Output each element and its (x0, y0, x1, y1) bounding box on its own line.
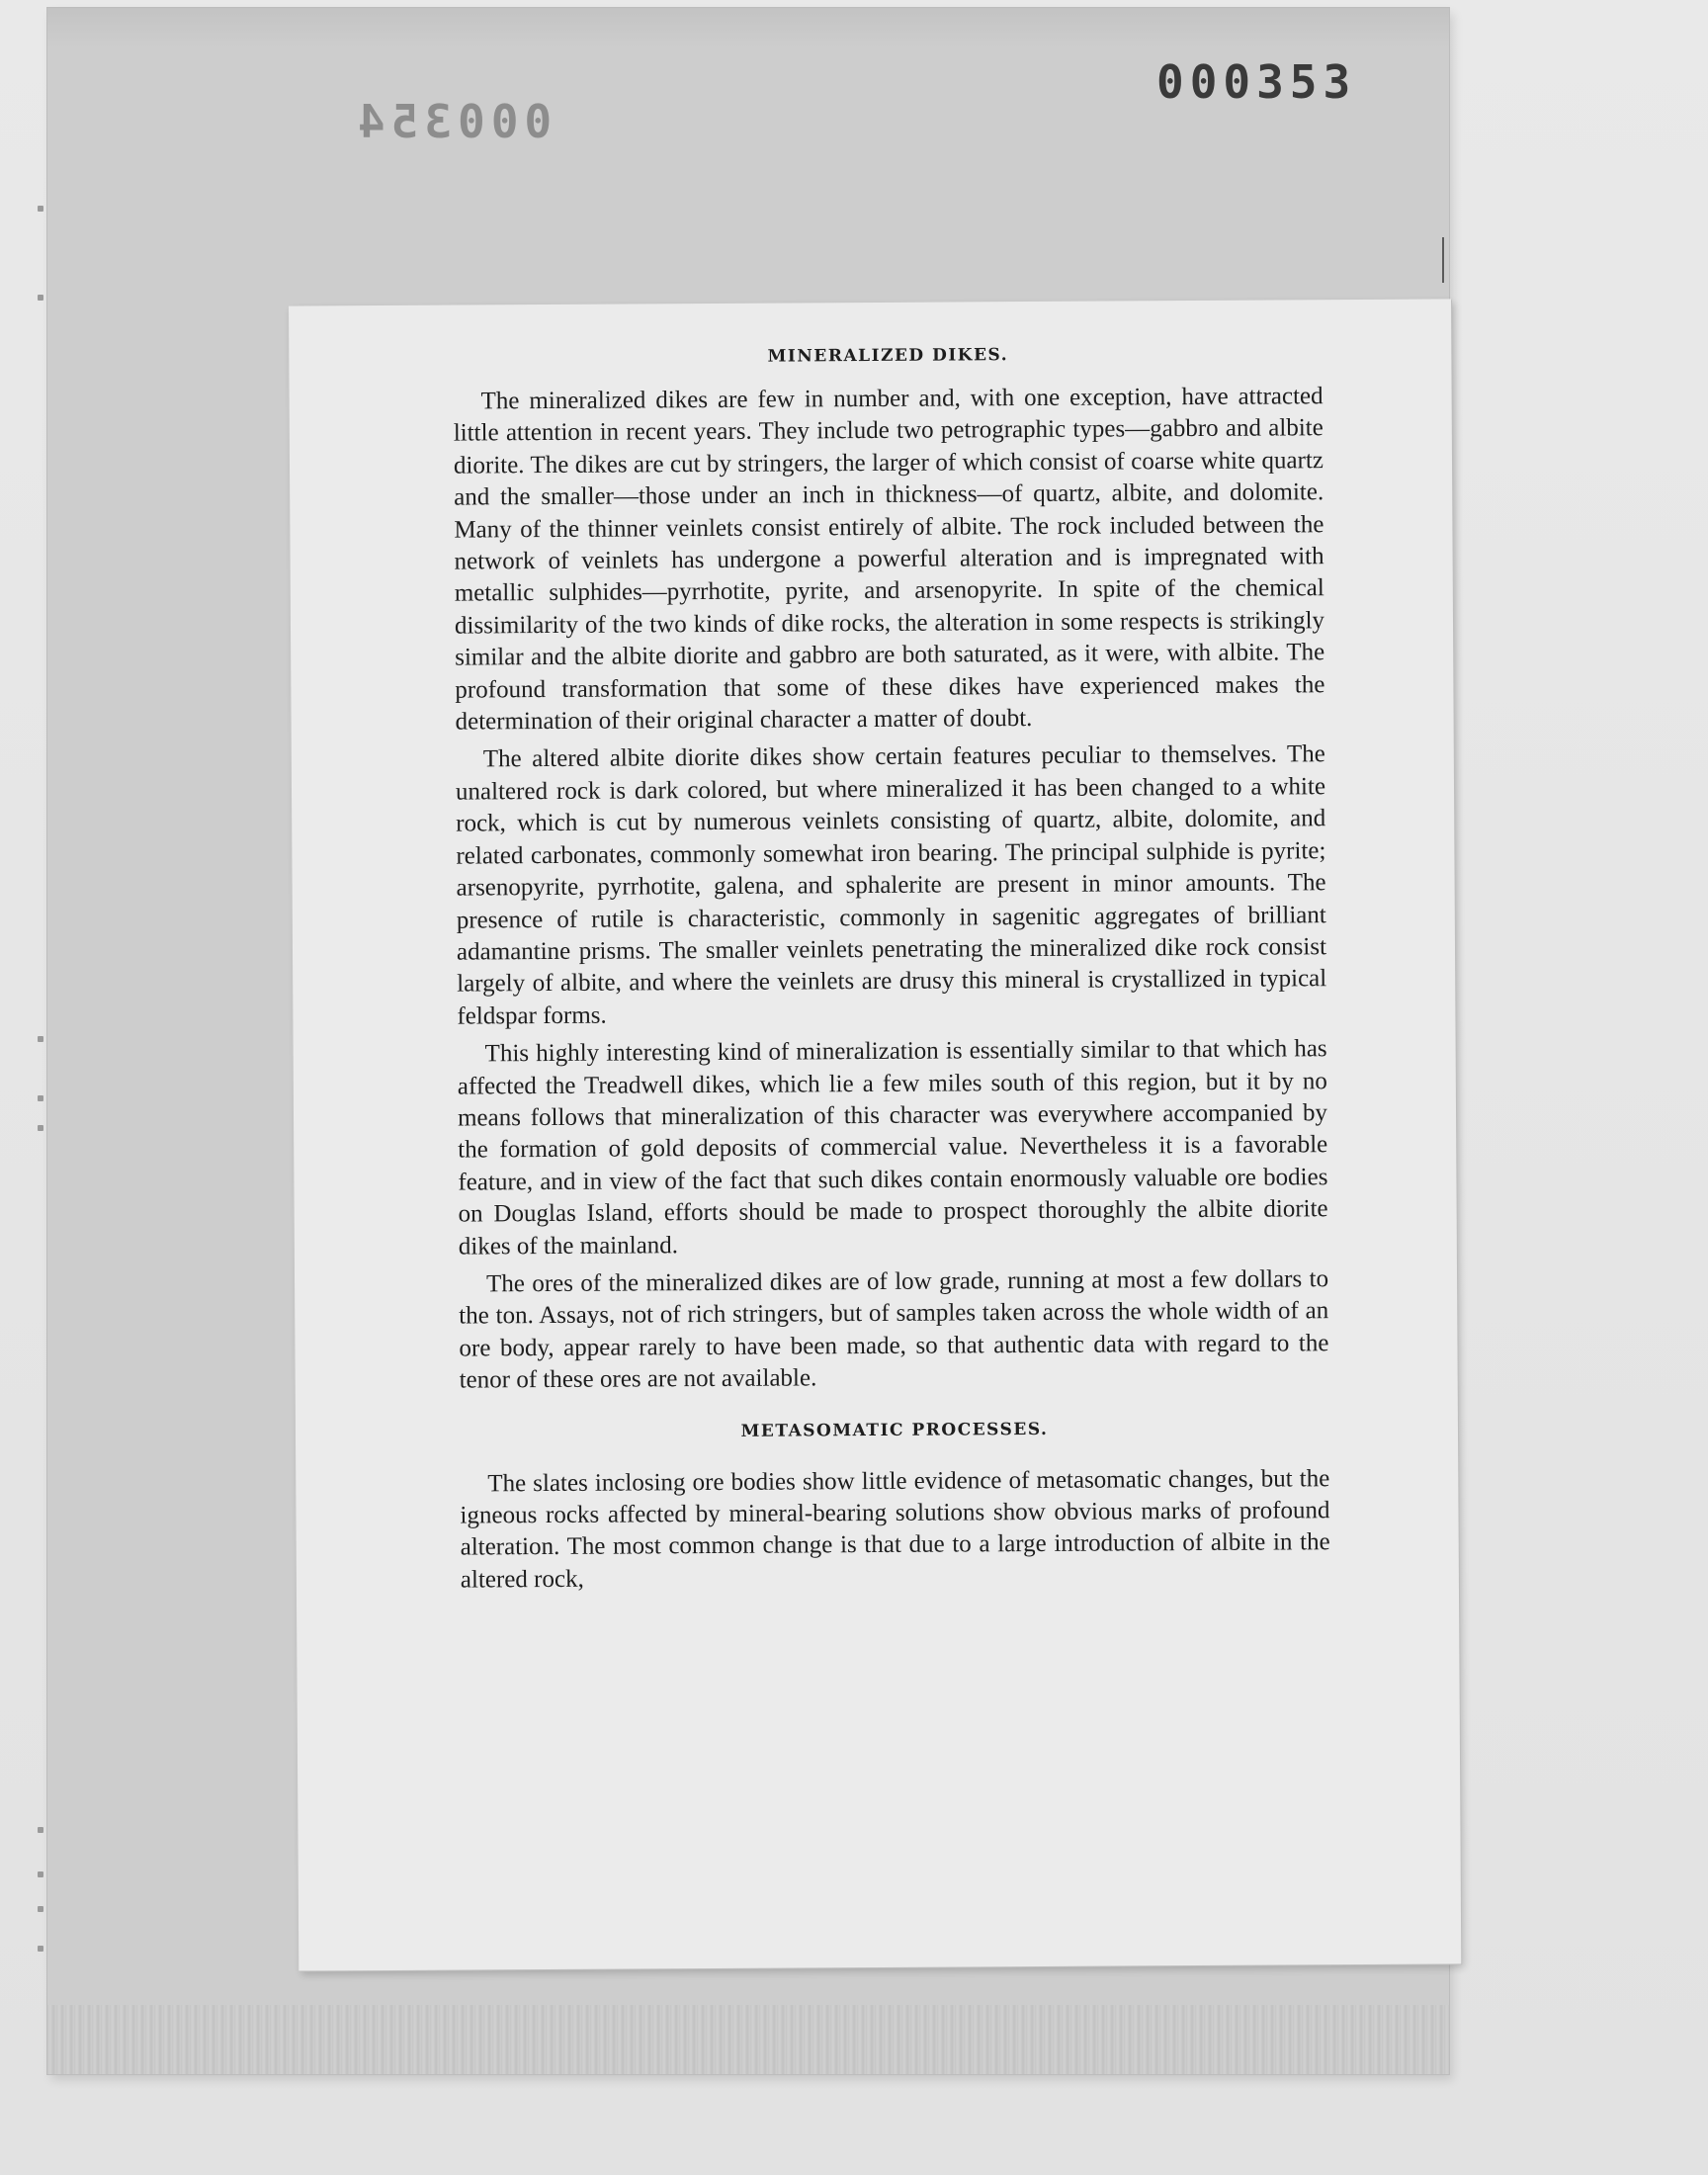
paragraph: The ores of the mineralized dikes are of low grade, running at most a few dollars to the ton. Assays, not of rich stringers, but of samples taken across the whole width of an ore body, appear rarely to have been made, so that authentic data with regard to the tenor of these ores are not available. (459, 1265, 1329, 1394)
paragraph: The altered albite diorite dikes show certain features peculiar to themselves. The unaltered rock is dark colored, but where mineralized it has been changed to a white rock, which is cut by numerous veinlets consisting of quartz, albite, dolomite, and related carbonates, commonly somewhat iron bearing. The principal sulphide is pyrite; arsenopyrite, pyrrhotite, galena, and sphalerite are present in minor amounts. The presence of rutile is characteristic, commonly in sagenitic aggregates of brilliant adamantine prisms. The smaller veinlets penetrating the mineralized dike rock consist largely of albite, and where the veinlets are drusy this mineral is crystallized in typical feldspar forms. (455, 740, 1327, 1030)
section-heading-metasomatic-processes: METASOMATIC PROCESSES. (740, 1419, 1049, 1441)
margin-mark (1442, 237, 1444, 283)
page-number-stamp: 000353 (1156, 55, 1357, 109)
section-heading-mineralized-dikes: MINERALIZED DIKES. (767, 345, 1009, 367)
paragraph: The mineralized dikes are few in number and, with one exception, have attracted little attention in recent years. They include two petrographic types—gabbro and albite diorite. The dikes are cut by stringers, the larger of which consist of coarse white quartz and the smaller—those under an inch in thickness—of quartz, albite, and dolomite. Many of the thinner veinlets consist entirely of albite. The rock included between the network of veinlets has undergone a powerful alteration and is impregnated with metallic sulphides—pyrrhotite, pyrite, and arsenopyrite. In spite of the chemical dissimilarity of the two kinds of dike rocks, the alteration in some respects is strikingly similar and the albite diorite and gabbro are both saturated, as it were, with albite. The profound transformation that some of these dikes have experienced makes the determination of their original character a matter of doubt. (453, 383, 1325, 736)
show-through-stamp: 000354 (352, 95, 553, 148)
page-text (453, 331, 1330, 1603)
paragraph: This highly interesting kind of mineralization is essentially similar to that which has affected the Treadwell dikes, which lie a few miles south of this region, but it by no means follows that mineralization of this character was everywhere accompanied by the formation of gold deposits of commercial value. Nevertheless it is a favorable feature, and in view of the fact that such dikes contain enormously valuable ore bodies on Douglas Island, efforts should be made to prospect thoroughly the albite diorite dikes of the mainland. (457, 1035, 1328, 1261)
pasted-page (289, 299, 1461, 1970)
paragraph: The slates inclosing ore bodies show little evidence of metasomatic changes, but the igneous rocks affected by mineral-bearing solutions show obvious marks of profound alteration. The most common change is that due to a large introduction of albite in the altered rock, (460, 1464, 1330, 1594)
